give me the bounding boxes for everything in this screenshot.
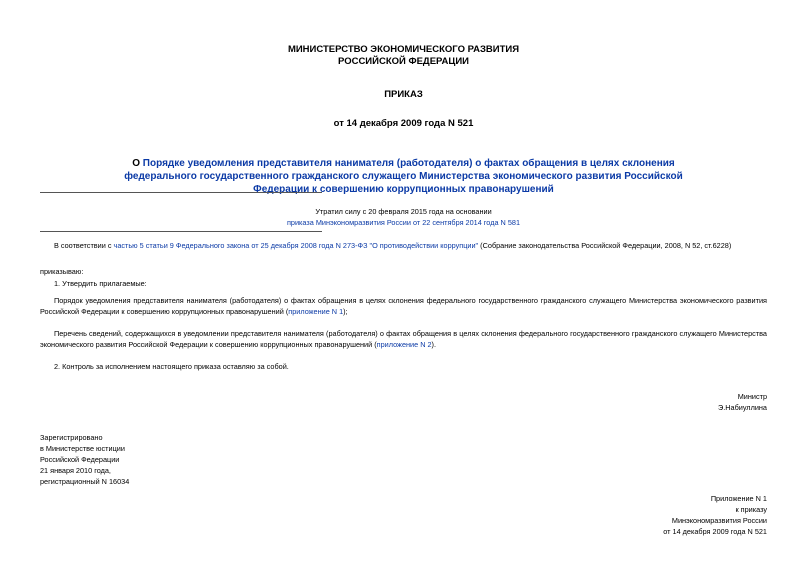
appendix-header	[567, 493, 767, 537]
appendix-line-4: от 14 декабря 2009 года N 521	[663, 527, 767, 536]
registration-block	[40, 432, 240, 487]
appendix-line-3: Минэкономразвития России	[671, 516, 767, 525]
ministry-line-2: РОССИЙСКОЙ ФЕДЕРАЦИИ	[337, 56, 469, 67]
document-type: ПРИКАЗ	[384, 89, 423, 100]
divider-top	[40, 192, 322, 193]
paragraph-basis	[40, 240, 767, 251]
appendix-line-2: к приказу	[735, 505, 767, 514]
registration-line-2: в Министерстве юстиции	[40, 444, 125, 453]
appendix-1-link[interactable]: приложение N 1	[288, 307, 344, 316]
appendix-line-1: Приложение N 1	[710, 494, 767, 503]
paragraph-list	[40, 328, 767, 350]
appendix-2-link[interactable]: приложение N 2	[376, 340, 432, 349]
p4-end: );	[343, 307, 348, 316]
registration-line-5: регистрационный N 16034	[40, 477, 130, 486]
registration-line-3: Российской Федерации	[40, 455, 120, 464]
p1-prefix: В соответствии с	[54, 241, 114, 250]
divider-bottom	[40, 231, 322, 232]
title-prefix: О	[132, 158, 143, 169]
title-link[interactable]: Порядке уведомления представителя нанимателя (работодателя) о фактах обращения в целях склонения федерального государственного гражданского служащего Министерства экономического развития Российской Федерации к совершению коррупционных правонарушений	[124, 158, 683, 195]
signature-block	[567, 391, 767, 413]
paragraph-order: приказываю:	[40, 267, 84, 276]
p5-end: ).	[431, 340, 437, 349]
ministry-header	[40, 44, 767, 68]
registration-line-1: Зарегистрировано	[40, 433, 103, 442]
document-title	[118, 157, 689, 196]
paragraph-control: 2. Контроль за исполнением настоящего приказа оставляю за собой.	[54, 362, 289, 371]
registration-line-4: 21 января 2010 года,	[40, 466, 111, 475]
status-note-link[interactable]: приказа Минэкономразвития России от 22 сентября 2014 года N 581	[286, 218, 521, 227]
law-link[interactable]: частью 5 статьи 9 Федерального закона от 25 декабря 2008 года N 273-ФЗ "О противодействии коррупции"	[113, 241, 479, 250]
p5-text: Перечень сведений, содержащихся в уведомлении представителя нанимателя (работодателя) о фактах обращения в целях склонения федерального государственного гражданского служащего Министерства экономического развития Российской Федерации к совершению коррупционных правонарушений (	[40, 329, 767, 349]
signature-name: Э.Набиуллина	[717, 403, 767, 412]
status-note	[200, 206, 607, 228]
paragraph-approve: 1. Утвердить прилагаемые:	[54, 279, 147, 288]
status-note-text: Утратил силу с 20 февраля 2015 года на основании	[315, 207, 492, 216]
ministry-line-1: МИНИСТЕРСТВО ЭКОНОМИЧЕСКОГО РАЗВИТИЯ	[287, 44, 520, 55]
paragraph-procedure	[40, 295, 767, 317]
p1-suffix: (Собрание законодательства Российской Федерации, 2008, N 52, ст.6228)	[478, 241, 732, 250]
document-date: от 14 декабря 2009 года N 521	[333, 118, 474, 129]
signature-position: Министр	[737, 392, 767, 401]
p4-text: Порядок уведомления представителя нанимателя (работодателя) о фактах обращения в целях склонения федерального государственного гражданского служащего Министерства экономического развития Российской Федерации к совершению коррупционных правонарушений (	[40, 296, 767, 316]
